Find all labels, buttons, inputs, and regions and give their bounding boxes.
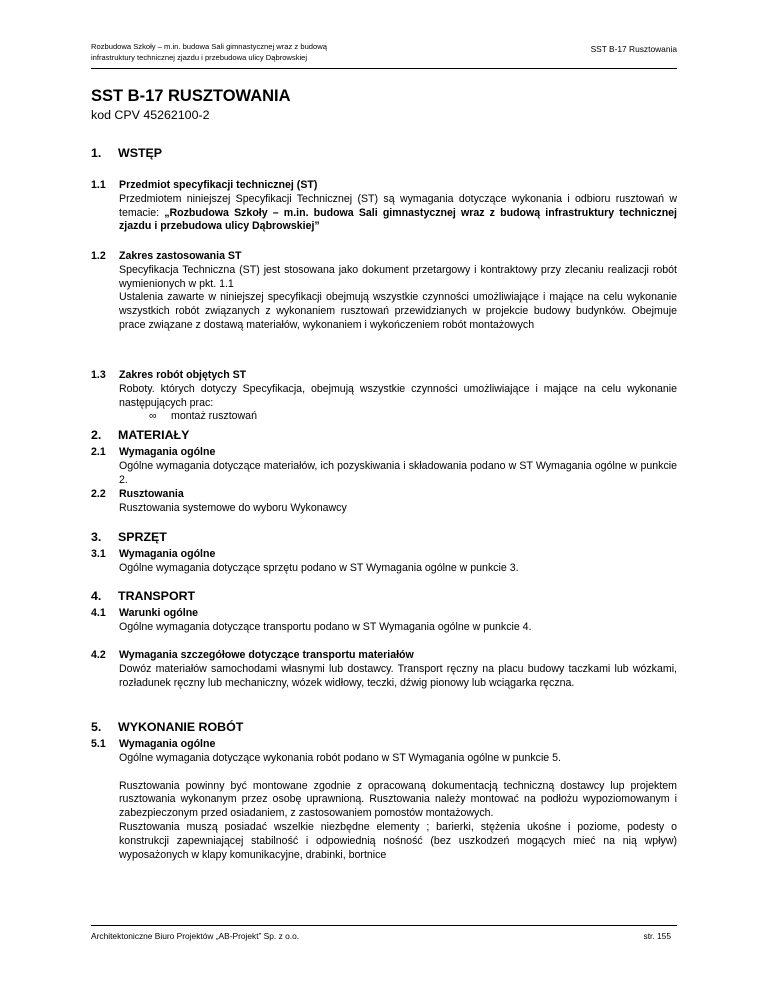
heading-number: 2. [91,428,102,442]
section-1-2 [91,250,677,333]
header-line-1: Rozbudowa Szkoły – m.in. budowa Sali gimnastycznej wraz z budową [91,42,327,51]
text-bold-project-name: „Rozbudowa Szkoły – m.in. budowa Sali gimnastycznej wraz z budową infrastruktury technicznej zjazdu i przebudowa ulicy Dąbrowskiej” [119,206,677,233]
heading-section-1 [91,146,162,160]
heading-number: 5. [91,720,102,734]
heading-section-4 [91,589,195,603]
section-text: Ogólne wymagania dotyczące transportu podano w ST Wymagania ogólne w punkcie 4. [119,620,532,633]
section-title: Wymagania ogólne [119,548,216,560]
heading-section-2 [91,428,189,442]
bullet-icon: ∞ [149,410,157,423]
section-1-1 [91,179,677,234]
section-2-1 [91,446,677,487]
section-title: Przedmiot specyfikacji technicznej (ST) [119,179,318,191]
section-1-3 [91,369,677,424]
cpv-code: kod CPV 45262100-2 [91,108,210,122]
section-text: Roboty. których dotyczy Specyfikacja, obejmują wszystkie czynności umożliwiające i mające na celu wykonanie następujących prac: [119,382,677,409]
section-title: Rusztowania [119,488,184,500]
section-title: Zakres zastosowania ST [119,250,242,262]
section-text: Rusztowania powinny być montowane zgodnie z opracowaną dokumentacją techniczną dostawcy lup projektem rusztowania wykonanym przez osobę uprawnioną. Rusztowania należy montować na podłożu wypoziomowanym i zabezpieczonym przed osiadaniem, z zastosowaniem pomostów montażowych. [119,779,677,820]
section-title: Wymagania ogólne [119,446,216,458]
footer-company: Architektoniczne Biuro Projektów „AB-Projekt” Sp. z o.o. [91,931,300,941]
section-title: Wymagania ogólne [119,738,216,750]
section-text: Ustalenia zawarte w niniejszej specyfikacji obejmują wszystkie czynności umożliwiające i mające na celu wykonanie wszystkich robót związanych z wykonaniem rusztowań przewidzianych w projekcie budowy budynków. Obejmuje prace związane z dostawą materiałów, wykonaniem i wykończeniem robót montażowych [119,291,677,331]
bullet-text: montaż rusztowań [171,410,257,423]
section-number: 1.3 [91,369,106,381]
bullet-item [149,410,677,424]
section-number: 2.1 [91,446,106,458]
header-project-title [91,41,391,63]
section-number: 1.1 [91,179,106,191]
heading-number: 4. [91,589,102,603]
document-title: SST B-17 RUSZTOWANIA [91,87,291,105]
section-text: Specyfikacja Techniczna (ST) jest stosowana jako dokument przetargowy i kontraktowy przy zlecaniu realizacji robót wymienionych w pkt. 1.1 [119,263,677,290]
header-spec-code: SST B-17 Rusztowania [590,44,677,54]
section-title: Warunki ogólne [119,607,199,619]
footer-divider [91,925,677,926]
section-4-1 [91,607,677,635]
header-divider [91,68,677,69]
section-text: Dowóz materiałów samochodami własnymi lub dostawcy. Transport ręczny na placu budowy taczkami lub wózkami, rozładunek ręczny lub mechaniczny, wózek widłowy, teczki, dźwig pionowy lub wciągarka ręczna. [119,662,677,689]
section-title: Zakres robót objętych ST [119,369,247,381]
section-number: 1.2 [91,250,106,262]
section-2-2 [91,488,677,516]
section-text: Ogólne wymagania dotyczące sprzętu podano w ST Wymagania ogólne w punkcie 3. [119,561,519,574]
section-text: Ogólne wymagania dotyczące wykonania robót podano w ST Wymagania ogólne w punkcie 5. [119,751,561,764]
section-text [119,193,677,234]
heading-text: WSTĘP [118,146,163,160]
heading-number: 1. [91,146,102,160]
section-text: Ogólne wymagania dotyczące materiałów, ich pozyskiwania i składowania podano w ST Wymagania ogólne w punkcie 2. [119,459,677,486]
text-plain: Przedmiotem niniejszej Specyfikacji Technicznej (ST) są wymagania dotyczące wykonania i odbioru rusztowań w temacie: [119,192,677,219]
section-3-1 [91,548,677,576]
section-number: 3.1 [91,548,106,560]
section-text: Rusztowania systemowe do wyboru Wykonawcy [119,501,347,514]
heading-text: WYKONANIE ROBÓT [118,720,244,734]
section-number: 4.2 [91,649,106,661]
heading-text: TRANSPORT [118,589,196,603]
section-title: Wymagania szczegółowe dotyczące transportu materiałów [119,649,414,661]
heading-section-5 [91,720,243,734]
heading-text: SPRZĘT [118,530,167,544]
heading-number: 3. [91,530,102,544]
heading-section-3 [91,530,167,544]
section-5-1 [91,738,677,862]
page-number: str. 155 [643,931,671,941]
section-text: Rusztowania muszą posiadać wszelkie niezbędne elementy ; barierki, stężenia ukośne i poziome, podesty o konstrukcji zapewniającej stabilność i odpowiednią nośność (bez uszkodzeń mogących mieć na nią wpływ) wyposażonych w klapy komunikacyjne, drabinki, bortnice [119,820,677,861]
section-number: 2.2 [91,488,106,500]
header-line-2: infrastruktury technicznej zjazdu i przebudowa ulicy Dąbrowskiej [91,53,308,62]
section-number: 5.1 [91,738,106,750]
heading-text: MATERIAŁY [118,428,190,442]
section-number: 4.1 [91,607,106,619]
section-4-2 [91,649,677,690]
